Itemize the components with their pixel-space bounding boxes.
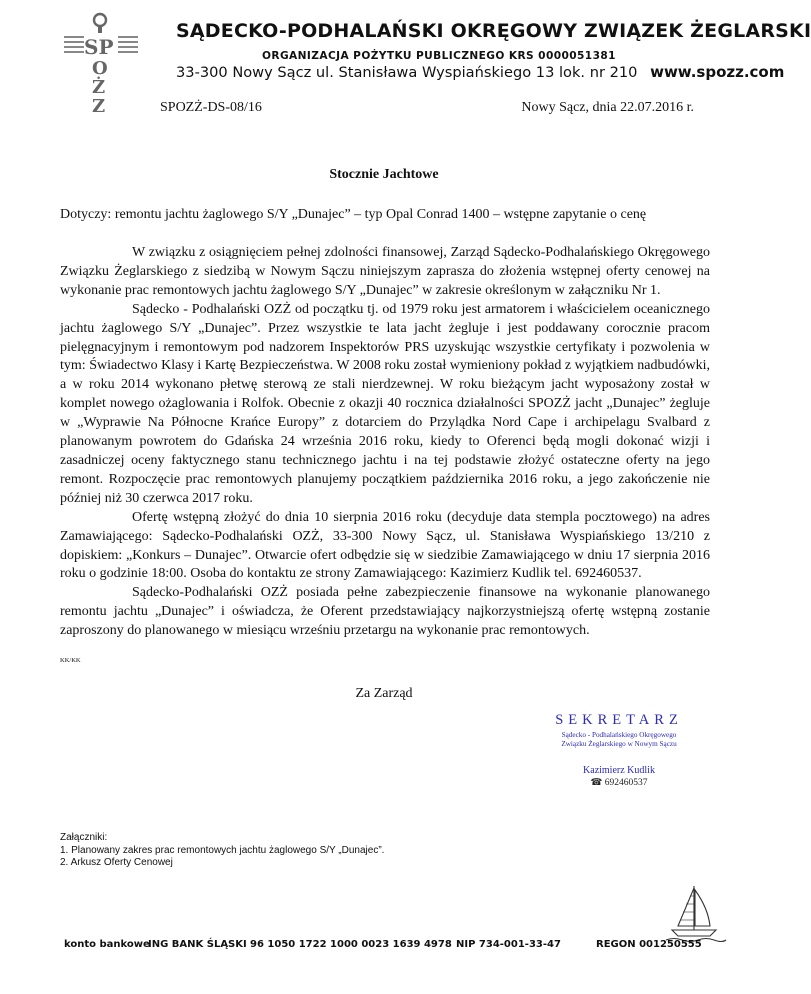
closing: Za Zarząd <box>355 686 413 701</box>
nip-number: NIP 734-001-33-47 <box>456 939 561 950</box>
website-link[interactable]: www.spozz.com <box>650 63 785 81</box>
org-address <box>176 63 784 81</box>
paragraph: Sądecko-Podhalański OZŻ posiada pełne zabezpieczenie finansowe na wykonanie planowanego remontu jachtu „Dunajec” i oświadcza, że Oferent przedstawiający najkorzystniejszą ofertę wstępną zostanie zaproszony do planowanego w miesiącu wrześniu przetargu na wykonanie prac remontowych. <box>60 585 710 639</box>
typist-initials: KK/KK <box>60 657 81 664</box>
attachment-item: 1. Planowany zakres prac remontowych jachtu żaglowego S/Y „Dunajec”. <box>60 844 385 856</box>
svg-text:Ż: Ż <box>92 77 106 98</box>
recipient: Stocznie Jachtowe <box>329 167 439 182</box>
stamp-phone <box>520 777 718 788</box>
paragraph: W związku z osiągnięciem pełnej zdolności finansowej, Zarząd Sądecko-Podhalańskiego Okręgowego Związku Żeglarskiego z siedzibą w Nowym Sączu niniejszym zaprasza do złożenia wstępnej oferty cenowej na wykonanie prac remontowych jachtu żaglowego S/Y „Dunajec” w zakresie określonym w załączniku Nr 1. <box>60 245 710 298</box>
phone-icon: ☎ <box>590 778 603 788</box>
stamp-org <box>520 731 718 749</box>
regon-number: REGON 001250555 <box>596 939 702 950</box>
letter-body <box>60 244 710 641</box>
org-status: ORGANIZACJA POŻYTKU PUBLICZNEGO KRS 0000051381 <box>262 50 616 62</box>
letter-reference: SPOZŻ-DS-08/16 <box>160 100 262 115</box>
signature-stamp <box>520 712 718 788</box>
stamp-org-line: Sądecko - Podhalańskiego Okręgowego <box>561 731 677 739</box>
stamp-org-line: Związku Żeglarskiego w Nowym Sączu <box>561 740 677 748</box>
address-text: 33-300 Nowy Sącz ul. Stanisława Wyspiańskiego 13 lok. nr 210 <box>176 64 638 81</box>
stamp-title: SEKRETARZ <box>555 712 683 728</box>
paragraph: Ofertę wstępną złożyć do dnia 10 sierpnia 2016 roku (decyduje data stempla pocztowego) na adres Zamawiającego: Sądecko-Podhalański OZŻ, 33-300 Nowy Sącz, ul. Stanisława Wyspiańskiego 13/210 z dopiskiem: „Konkurs – Dunajec”. Otwarcie ofert odbędzie się w siedzibie Zamawiającego w dniu 17 sierpnia 2016 roku o godzinie 18:00. Osoba do kontaktu ze strony Zamawiającego: Kazimierz Kudlik tel. 692460537. <box>60 509 710 582</box>
phone-number: 692460537 <box>604 778 648 788</box>
letter-date: Nowy Sącz, dnia 22.07.2016 r. <box>521 100 694 115</box>
signer-name: Kazimierz Kudlik <box>583 765 655 776</box>
org-name: SĄDECKO-PODHALAŃSKI OKRĘGOWY ZWIĄZEK ŻEGLARSKI <box>176 20 811 42</box>
svg-text:SP: SP <box>84 35 114 59</box>
bank-account: 96 1050 1722 1000 0023 1639 4978 <box>250 939 452 950</box>
svg-text:Z: Z <box>92 96 106 117</box>
bank-name: ING BANK ŚLĄSKI <box>148 939 247 950</box>
svg-text:O: O <box>92 58 108 79</box>
footer <box>64 939 714 953</box>
attachments <box>60 832 384 870</box>
sailboat-icon <box>664 882 728 944</box>
attachments-heading: Załączniki: <box>60 832 108 843</box>
attachment-item: 2. Arkusz Oferty Cenowej <box>60 857 173 868</box>
subject-line: Dotyczy: remontu jachtu żaglowego S/Y „Dunajec” – typ Opal Conrad 1400 – wstępne zapytanie o cenę <box>60 207 647 222</box>
bank-label: konto bankowe <box>64 939 150 950</box>
paragraph: Sądecko - Podhalański OZŻ od początku tj. od 1979 roku jest armatorem i właścicielem oceanicznego jachtu żaglowego S/Y „Dunajec”. Przez wszystkie te lata jacht żegluje i jest poddawany corocznie pracom pielęgnacyjnym i remontowym pod nadzorem Inspektorów PRS uzyskując wszystkie certyfikaty i pozwolenia w tym: Świadectwo Klasy i Kartę Bezpieczeństwa. W 2008 roku został wymieniony pokład z wyjątkiem nadbudówki, a w roku 2014 wykonano płetwę sterową ze stali nierdzewnej. W roku bieżącym jacht wyposażony został w komplet nowego ożaglowania i Rolfok. Obecnie z okazji 40 rocznica działalności SPOZŻ jacht „Dunajec” żegluje w „Wyprawie Na Północne Krańce Europy” z dotarciem do Przylądka Nord Cape i archipelagu Svalbard z planowanym powrotem do Gdańska 24 września 2016 roku, kiedy to Oferenci będą mogli dokonać wizji i zasadniczej oceny faktycznego stanu technicznego jachtu i na tej podstawie złożyć ostateczne oferty na jego remont. Rozpoczęcie prac remontowych planujemy początkiem października 2016 roku, a jego zakończenie nie później niż 30 czerwca 2017 roku. <box>60 301 710 506</box>
spozz-logo <box>58 8 154 118</box>
